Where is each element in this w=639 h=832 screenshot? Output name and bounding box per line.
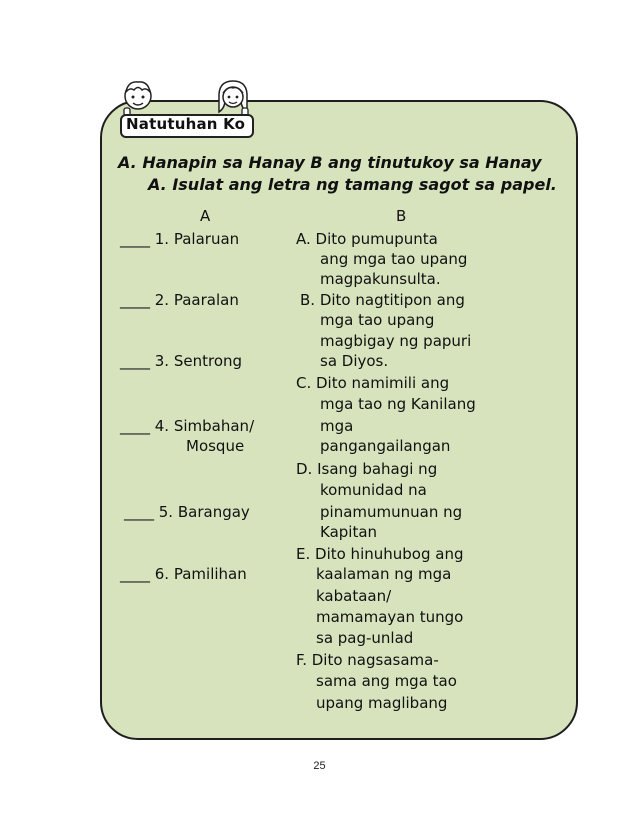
column-b-line: pangangailangan (320, 437, 451, 455)
column-a-item-5: ____ 5. Barangay (124, 503, 250, 521)
girl-illustration-icon (214, 78, 252, 118)
column-b-line: mga tao ng Kanilang (320, 395, 476, 413)
column-a-item-3: ____ 3. Sentrong (120, 352, 243, 370)
column-b-line: kabataan/ (316, 587, 392, 605)
column-b-line: D. Isang bahagi ng (296, 460, 438, 478)
badge-title: Natutuhan Ko (126, 115, 246, 133)
column-b-line: Kapitan (320, 523, 378, 541)
column-b-line: magpakunsulta. (320, 270, 441, 288)
column-b-line: mga tao upang (320, 311, 435, 329)
boy-illustration-icon (120, 78, 156, 118)
column-b-header: B (396, 207, 407, 225)
column-b-line: F. Dito nagsasama- (296, 651, 439, 669)
instruction-line-1: A. Hanapin sa Hanay B ang tinutukoy sa Hanay (118, 153, 542, 172)
column-b-line: sa pag-unlad (316, 629, 414, 647)
page-number: 25 (313, 760, 326, 772)
column-a-item-2: ____ 2. Paaralan (120, 291, 239, 309)
column-a-item-4-cont: Mosque (186, 437, 245, 455)
instruction-line-2: A. Isulat ang letra ng tamang sagot sa papel. (148, 175, 557, 194)
column-b-line: kaalaman ng mga (316, 565, 452, 583)
column-b-line: mga (320, 417, 354, 435)
column-a-item-4: ____ 4. Simbahan/ (120, 417, 255, 435)
column-b-line: sa Diyos. (320, 352, 389, 370)
column-b-line: B. Dito nagtitipon ang (300, 291, 465, 309)
column-a-header: A (200, 207, 211, 225)
column-a-item-6: ____ 6. Pamilihan (120, 565, 247, 583)
column-b-line: upang maglibang (316, 694, 448, 712)
column-b-line: sama ang mga tao (316, 672, 457, 690)
column-b-line: A. Dito pumupunta (296, 230, 438, 248)
column-b-line: pinamumunuan ng (320, 503, 463, 521)
column-b-line: C. Dito namimili ang (296, 374, 450, 392)
column-a-item-1: ____ 1. Palaruan (120, 230, 240, 248)
column-b-line: E. Dito hinuhubog ang (296, 545, 464, 563)
column-b-line: ang mga tao upang (320, 250, 468, 268)
column-b-line: komunidad na (320, 481, 427, 499)
column-b-line: magbigay ng papuri (320, 332, 472, 350)
natutuhan-ko-badge (118, 78, 258, 140)
column-b-line: mamamayan tungo (316, 608, 464, 626)
